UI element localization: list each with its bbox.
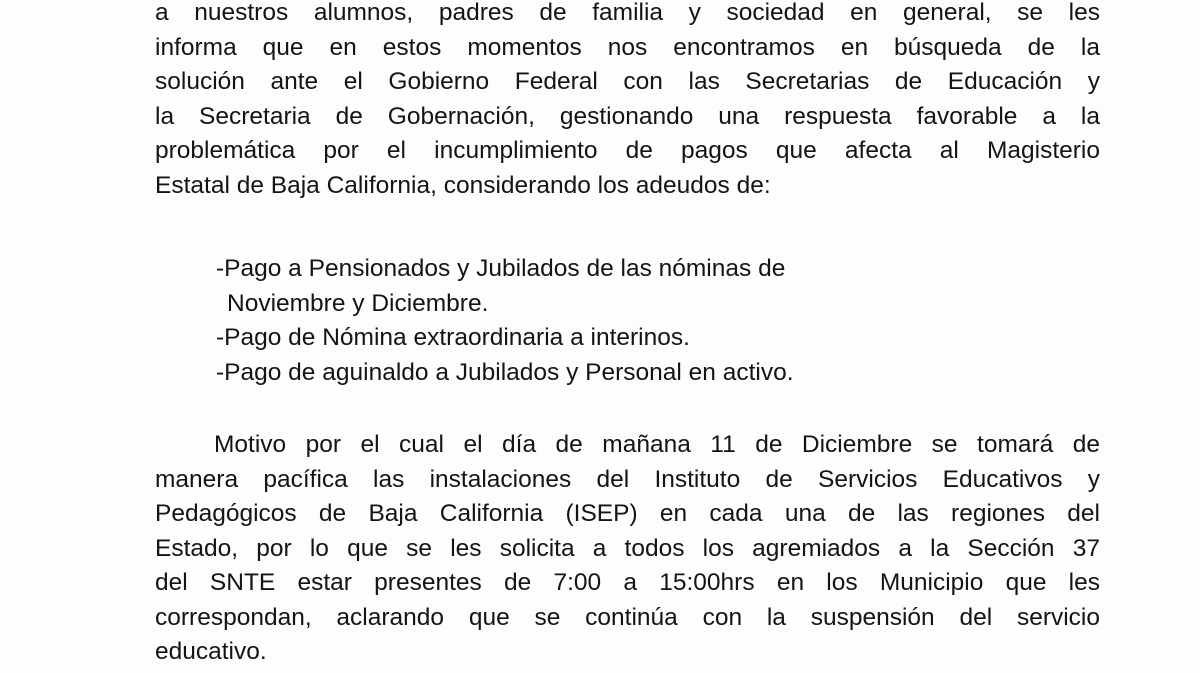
- intro-line-4: la Secretaria de Gobernación, gestionando una respuesta favorable a la: [155, 102, 1100, 130]
- adeudo-item-pensionados: -Pago a Pensionados y Jubilados de las nóminas de: [216, 255, 786, 282]
- adeudos-list: [216, 252, 794, 390]
- intro-paragraph: [155, 0, 1100, 203]
- motivo-line-7: educativo.: [155, 638, 267, 665]
- motivo-line-1: Motivo por el cual el día de mañana 11 de Diciembre se tomará de: [214, 431, 1100, 458]
- intro-line-6: Estatal de Baja California, considerando los adeudos de:: [155, 171, 771, 199]
- intro-line-5: problemática por el incumplimiento de pagos que afecta al Magisterio: [155, 137, 1100, 164]
- intro-line-3: solución ante el Gobierno Federal con las Secretarias de Educación y: [155, 68, 1100, 95]
- intro-line-1: a nuestros alumnos, padres de familia y sociedad en general, se les: [155, 0, 1100, 26]
- adeudo-item-aguinaldo: -Pago de aguinaldo a Jubilados y Personal en activo.: [216, 358, 794, 386]
- motivo-line-5: del SNTE estar presentes de 7:00 a 15:00hrs en los Municipio que les: [155, 569, 1100, 596]
- motivo-line-2: manera pacífica las instalaciones del Instituto de Servicios Educativos y: [155, 465, 1100, 493]
- adeudo-item-interinos: -Pago de Nómina extraordinaria a interinos.: [216, 324, 690, 351]
- motivo-paragraph: [155, 428, 1100, 670]
- intro-line-2: informa que en estos momentos nos encontramos en búsqueda de la: [155, 33, 1100, 61]
- motivo-line-6: correspondan, aclarando que se continúa con la suspensión del servicio: [155, 603, 1100, 631]
- motivo-line-4: Estado, por lo que se les solicita a todos los agremiados a la Sección 37: [155, 534, 1100, 562]
- motivo-line-3: Pedagógicos de Baja California (ISEP) en cada una de las regiones del: [155, 500, 1100, 527]
- adeudo-item-pensionados-continuation: Noviembre y Diciembre.: [227, 289, 489, 317]
